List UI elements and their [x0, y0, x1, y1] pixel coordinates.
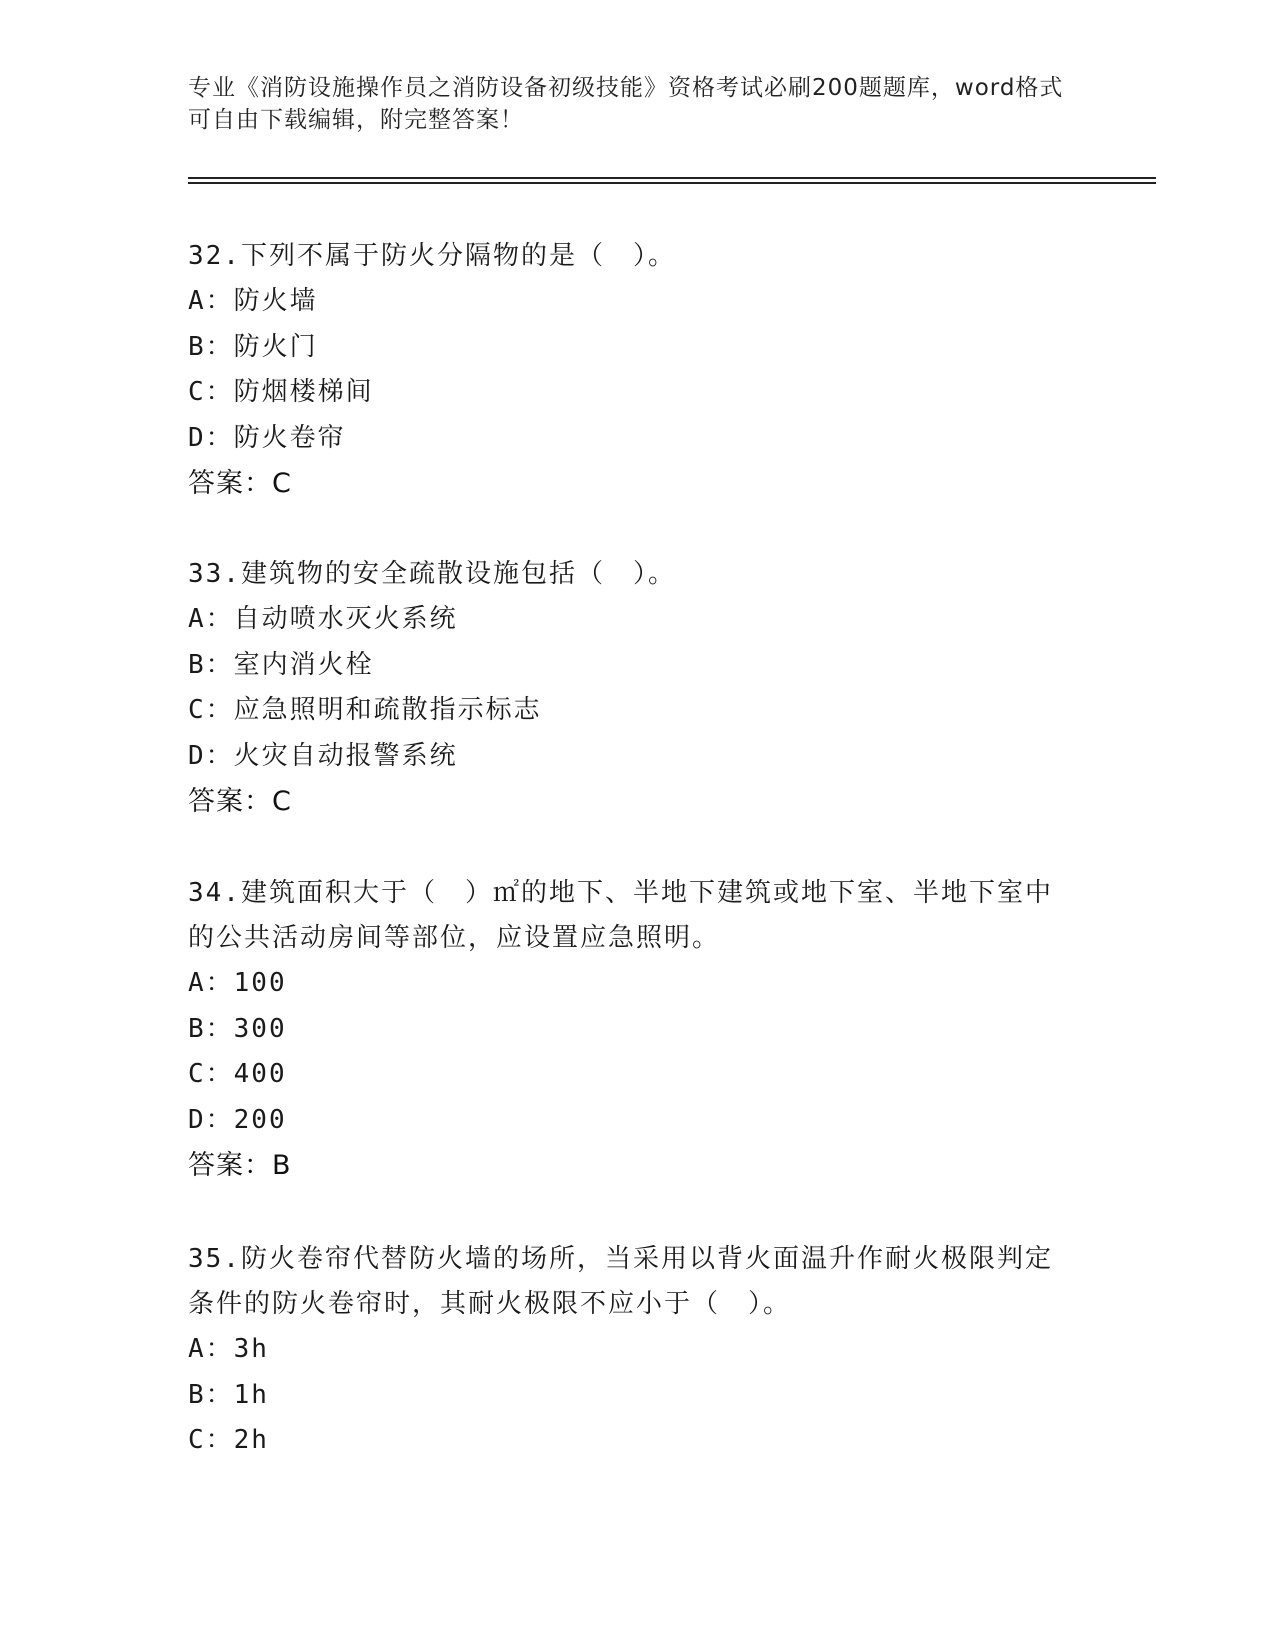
option-a: A：自动喷水灭火系统	[188, 604, 458, 634]
option-a: A：100	[188, 968, 287, 998]
question-34	[188, 871, 1078, 1188]
option-d: D：火灾自动报警系统	[188, 740, 458, 771]
option-b: B：室内消火栓	[188, 649, 374, 680]
option-a: A：3h	[188, 1334, 269, 1364]
question-text: 35.防火卷帘代替防火墙的场所，当采用以背火面温升作耐火极限判定条件的防火卷帘时，其耐火极限不应小于（ ）。	[188, 1244, 1053, 1319]
option-c: C：2h	[188, 1425, 269, 1455]
question-33	[188, 552, 1078, 824]
header-divider-top	[188, 177, 1156, 179]
document-header: 专业《消防设施操作员之消防设备初级技能》资格考试必刷200题题库，word格式可自由下载编辑，附完整答案！	[188, 75, 1064, 133]
question-35	[188, 1237, 1078, 1464]
option-a: A：防火墙	[188, 286, 318, 316]
header-divider-bottom	[188, 182, 1156, 184]
option-d: D：防火卷帘	[188, 422, 346, 453]
question-32	[188, 234, 1078, 506]
answer-label: 答案：C	[188, 468, 292, 499]
question-text: 32.下列不属于防火分隔物的是（ ）。	[188, 241, 676, 271]
option-d: D：200	[188, 1104, 287, 1135]
answer-label: 答案：B	[188, 1150, 292, 1181]
option-c: C：400	[188, 1059, 287, 1089]
option-c: C：防烟楼梯间	[188, 377, 374, 407]
option-b: B：1h	[188, 1379, 269, 1410]
question-text: 33.建筑物的安全疏散设施包括（ ）。	[188, 559, 676, 589]
question-text: 34.建筑面积大于（ ）㎡的地下、半地下建筑或地下室、半地下室中的公共活动房间等部位，应设置应急照明。	[188, 878, 1053, 953]
option-b: B：防火门	[188, 331, 318, 362]
option-c: C：应急照明和疏散指示标志	[188, 695, 542, 725]
answer-label: 答案：C	[188, 786, 292, 817]
option-b: B：300	[188, 1013, 287, 1044]
